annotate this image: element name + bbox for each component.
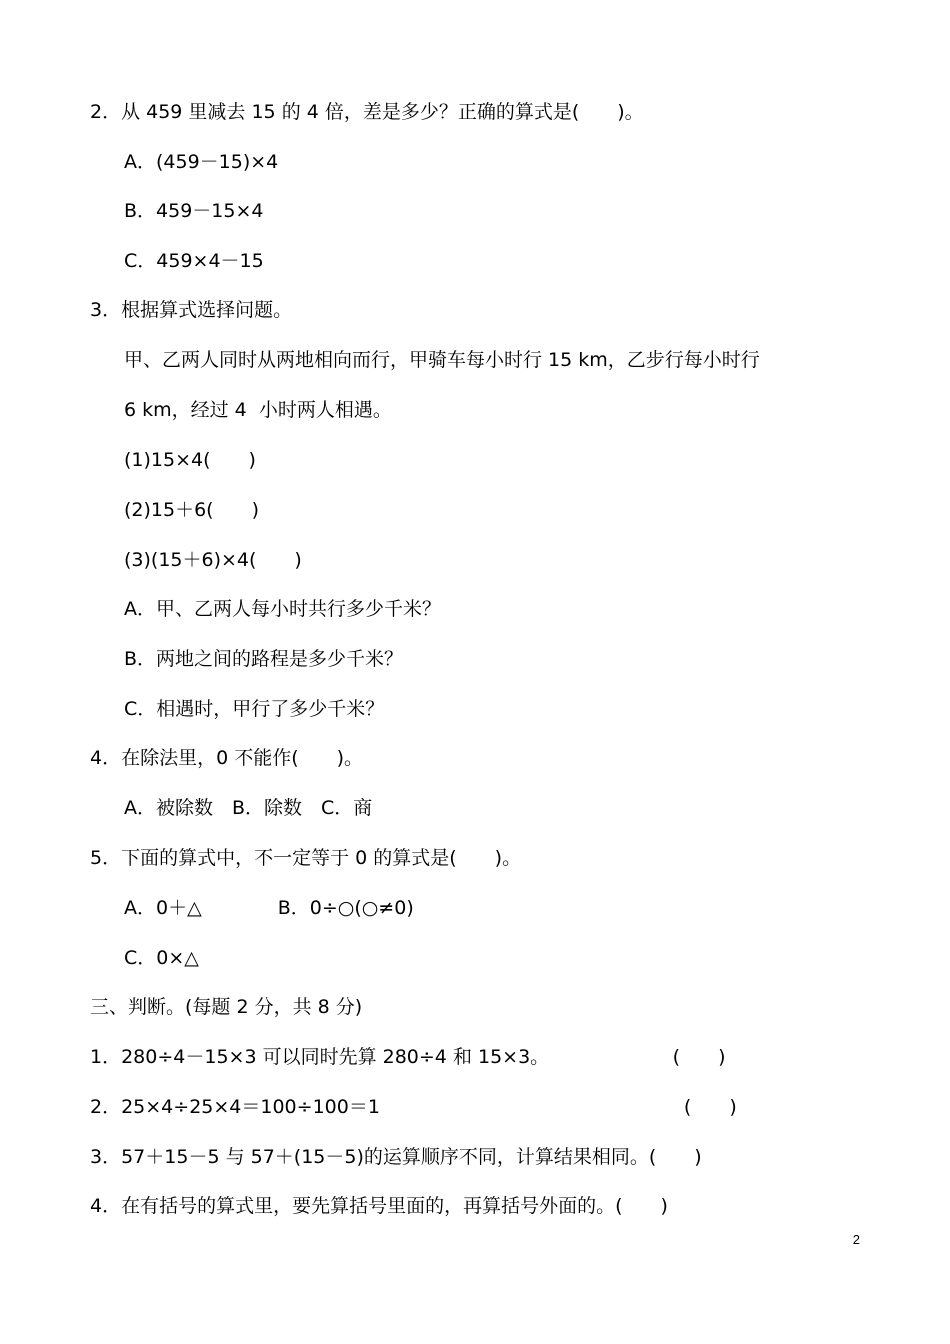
question-4-stem: 4．在除法里，0 不能作( )。 <box>90 747 364 769</box>
question-2-option-a: A．(459－15)×4 <box>124 151 279 173</box>
question-5-options-ab: A．0＋△ B．0÷○(○≠0) <box>124 897 414 919</box>
question-3-scenario-line-1: 甲、乙两人同时从两地相向而行，甲骑车每小时行 15 km，乙步行每小时行 <box>124 349 760 371</box>
question-2-option-b: B．459－15×4 <box>124 200 264 222</box>
question-3-stem: 3．根据算式选择问题。 <box>90 299 293 321</box>
section-3-heading: 三、判断。(每题 2 分，共 8 分) <box>90 996 363 1018</box>
question-3-expression-2: (2)15＋6( ) <box>124 499 260 521</box>
question-3-option-a: A．甲、乙两人每小时共行多少千米？ <box>124 598 441 620</box>
question-3-expression-1: (1)15×4( ) <box>124 449 256 471</box>
judgment-3: 3．57＋15－5 与 57＋(15－5)的运算顺序不同，计算结果相同。( ) <box>90 1146 702 1168</box>
question-3-option-c: C．相遇时，甲行了多少千米？ <box>124 698 385 720</box>
question-3-expression-3: (3)(15＋6)×4( ) <box>124 549 302 571</box>
question-5-stem: 5．下面的算式中，不一定等于 0 的算式是( )。 <box>90 847 522 869</box>
judgment-2: 2．25×4÷25×4＝100÷100＝1 ( ) <box>90 1096 737 1118</box>
page-number: 2 <box>852 1232 860 1247</box>
question-2-option-c: C．459×4－15 <box>124 250 264 272</box>
question-2-stem: 2．从 459 里减去 15 的 4 倍，差是多少？正确的算式是( )。 <box>90 101 644 123</box>
question-3-option-b: B．两地之间的路程是多少千米？ <box>124 648 404 670</box>
question-4-options: A．被除数 B．除数 C．商 <box>124 797 373 819</box>
judgment-1: 1．280÷4－15×3 可以同时先算 280÷4 和 15×3。 ( ) <box>90 1046 726 1068</box>
judgment-4: 4．在有括号的算式里，要先算括号里面的，再算括号外面的。( ) <box>90 1195 668 1217</box>
question-5-option-c: C．0×△ <box>124 947 199 969</box>
question-3-scenario-line-2: 6 km，经过 4 小时两人相遇。 <box>124 399 392 421</box>
